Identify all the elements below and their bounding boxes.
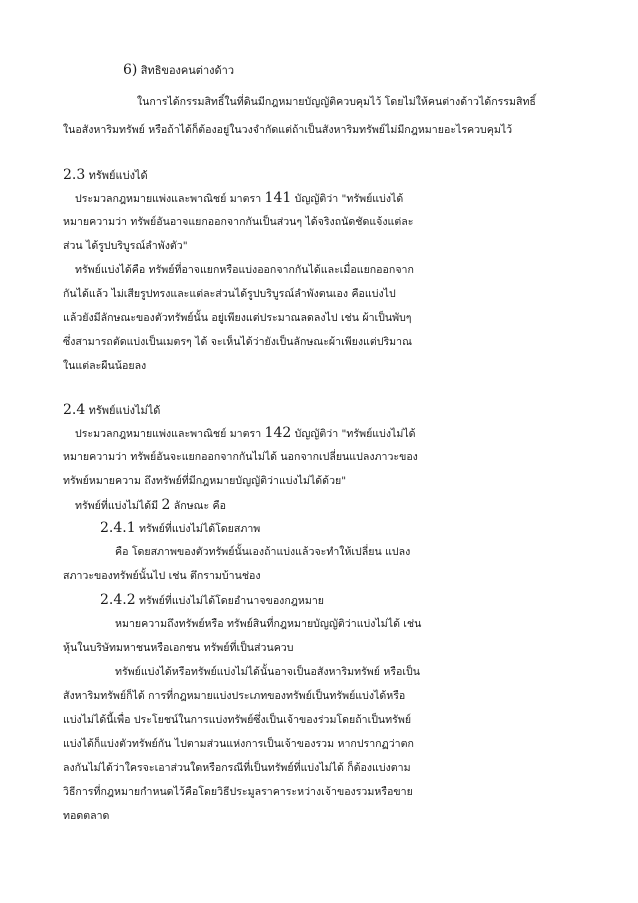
paragraph-line: ทรัพย์แบ่งได้คือ ทรัพย์ที่อาจแยกหรือแบ่งออกจากกันได้และเมื่อแยกออกจาก: [75, 264, 414, 276]
paragraph-line: แล้วยังมีลักษณะของตัวทรัพย์นั้น อยู่เพียงแต่ประมาณลดลงไป เช่น ผ้าเป็นพับๆ: [63, 312, 412, 324]
paragraph-line: คือ โดยสภาพของตัวทรัพย์นั้นเองถ้าแบ่งแล้วจะทำให้เปลี่ยน แปลง: [115, 546, 411, 558]
section-2-4-2-title: ทรัพย์ที่แบ่งไม่ได้โดยอำนาจของกฎหมาย: [139, 595, 325, 607]
count-number: 2: [161, 497, 171, 513]
paragraph-line: หมายความถึงทรัพย์หรือ ทรัพย์สินที่กฎหมายบัญญัติว่าแบ่งไม่ได้ เช่น: [115, 618, 422, 630]
paragraph-line: ลงกันไม่ได้ว่าใครจะเอาส่วนใดหรือกรณีที่เป็นทรัพย์ที่แบ่งไม่ได้ ก็ต้องแบ่งตาม: [63, 762, 411, 774]
section-number: 142: [264, 425, 292, 441]
paragraph-line: [75, 425, 416, 442]
paragraph-line: ซึ่งสามารถตัดแบ่งเป็นเมตรๆ ได้ จะเห็นได้ว่ายังเป็นลักษณะผ้าเพียงแต่ปริมาณ: [63, 336, 412, 348]
paragraph-line: หมายความว่า ทรัพย์อันจะแยกออกจากกันไม่ได้ นอกจากเปลี่ยนแปลงภาวะของ: [63, 451, 418, 463]
section-2-3-title: ทรัพย์แบ่งได้: [88, 169, 148, 182]
paragraph-line: ส่วน ได้รูปบริบูรณ์ลำพังตัว": [63, 240, 188, 252]
paragraph-line: หุ้นในบริษัทมหาชนหรือเอกชน ทรัพย์ที่เป็นส่วนควบ: [63, 642, 294, 654]
paragraph-line: วิธีการที่กฎหมายกำหนดไว้คือโดยวิธีประมูลราคาระหว่างเจ้าของรวมหรือขาย: [63, 786, 413, 798]
text-run: ลักษณะ คือ: [173, 500, 226, 512]
text-run: ทรัพย์ที่แบ่งไม่ได้มี: [75, 500, 159, 512]
section-6-title: สิทธิของคนต่างด้าว: [140, 64, 234, 77]
paragraph-line: ทรัพย์หมายความ ถึงทรัพย์ที่มีกฎหมายบัญญัติว่าแบ่งไม่ได้ด้วย": [63, 475, 347, 487]
paragraph-line: ทอดตลาด: [63, 810, 110, 822]
section-2-4-1-heading: [100, 520, 260, 537]
paragraph-line: ในการได้กรรมสิทธิ์ในที่ดินมีกฎหมายบัญญัติควบคุมไว้ โดยไม่ให้คนต่างด้าวได้กรรมสิทธิ์: [137, 96, 536, 108]
paragraph-line: ในแต่ละผืนน้อยลง: [63, 360, 147, 372]
text-run: ประมวลกฎหมายแพ่งและพาณิชย์ มาตรา: [75, 428, 262, 440]
section-2-3-heading: [63, 167, 148, 184]
paragraph-line: ทรัพย์แบ่งได้หรือทรัพย์แบ่งไม่ได้นั้นอาจเป็นอสังหาริมทรัพย์ หรือเป็น: [115, 666, 420, 678]
section-2-4-2-heading: [100, 592, 324, 609]
section-6-heading: [123, 62, 234, 79]
paragraph-line: หมายความว่า ทรัพย์อันอาจแยกออกจากกันเป็นส่วนๆ ได้จริงถนัดชัดแจ้งแต่ละ: [63, 216, 414, 228]
paragraph-line: [75, 190, 403, 207]
paragraph-line: ในอสังหาริมทรัพย์ หรือถ้าได้ก็ต้องอยู่ในวงจำกัดแต่ถ้าเป็นสังหาริมทรัพย์ไม่มีกฎหมายอะไรควบคุมไว้: [63, 124, 513, 136]
paragraph-line: แบ่งไม่ได้นี้เพื่อ ประโยชน์ในการแบ่งทรัพย์ซึ่งเป็นเจ้าของร่วมโดยถ้าเป็นทรัพย์: [63, 714, 412, 726]
paragraph-line: สภาวะของทรัพย์นั้นไป เช่น ตึกรามบ้านช่อง: [63, 570, 261, 582]
section-2-3-number: 2.3: [63, 167, 86, 183]
section-6-number: 6): [123, 62, 138, 78]
paragraph-line: แบ่งได้ก็แบ่งตัวทรัพย์กัน ไปตามส่วนแห่งการเป็นเจ้าของรวม หากปรากฏว่าตก: [63, 738, 414, 750]
section-2-4-2-number: 2.4.2: [100, 592, 136, 608]
text-run: ประมวลกฎหมายแพ่งและพาณิชย์ มาตรา: [75, 193, 262, 205]
paragraph-line: [75, 497, 226, 514]
section-2-4-title: ทรัพย์แบ่งไม่ได้: [88, 404, 161, 417]
section-2-4-1-number: 2.4.1: [100, 520, 136, 536]
text-run: บัญญัติว่า "ทรัพย์แบ่งได้: [294, 193, 404, 205]
section-2-4-1-title: ทรัพย์ที่แบ่งไม่ได้โดยสภาพ: [139, 523, 261, 535]
section-number: 141: [264, 190, 292, 206]
paragraph-line: กันได้แล้ว ไม่เสียรูปทรงและแต่ละส่วนได้รูปบริบูรณ์ลำพังตนเอง คือแบ่งไป: [63, 288, 396, 300]
text-run: บัญญัติว่า "ทรัพย์แบ่งไม่ได้: [294, 428, 416, 440]
paragraph-line: สังหาริมทรัพย์ก็ได้ การที่กฎหมายแบ่งประเภทของทรัพย์เป็นทรัพย์แบ่งได้หรือ: [63, 690, 406, 702]
section-2-4-heading: [63, 402, 160, 419]
section-2-4-number: 2.4: [63, 402, 86, 418]
